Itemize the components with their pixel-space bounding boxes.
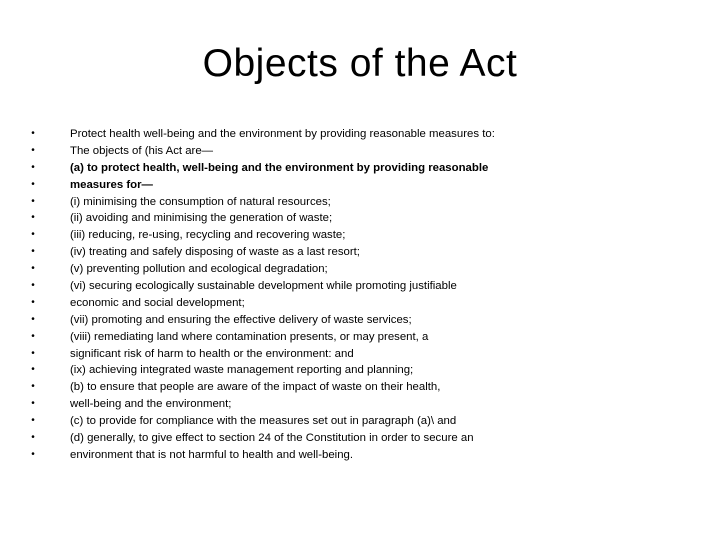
bullet-dot-icon: •: [31, 195, 35, 207]
bullet-text: (v) preventing pollution and ecological degradation;: [70, 263, 328, 276]
bullet-line: [26, 278, 706, 295]
bullet-text: measures for—: [70, 178, 153, 191]
bullet-dot-icon: •: [31, 280, 35, 292]
bullet-text: The objects of (his Act are—: [70, 144, 214, 157]
bullet-line: [26, 295, 706, 312]
bullet-line: [26, 126, 706, 143]
bullet-dot-icon: •: [31, 178, 35, 190]
bullet-list: [26, 126, 706, 464]
bullet-dot-icon: •: [31, 212, 35, 224]
bullet-text: (vii) promoting and ensuring the effective delivery of waste services;: [70, 313, 412, 326]
bullet-line: [26, 346, 706, 363]
bullet-line: [26, 194, 706, 211]
bullet-line: [26, 430, 706, 447]
bullet-dot-icon: •: [31, 263, 35, 275]
bullet-dot-icon: •: [31, 128, 35, 139]
bullet-text: (ii) avoiding and minimising the generation of waste;: [70, 212, 333, 225]
slide-title: Objects of the Act: [202, 42, 518, 85]
bullet-dot-icon: •: [31, 229, 35, 241]
bullet-dot-icon: •: [31, 246, 35, 258]
bullet-dot-icon: •: [31, 144, 35, 156]
bullet-line: [26, 447, 706, 464]
bullet-line: [26, 379, 706, 396]
bullet-text: (a) to protect health, well-being and the environment by providing reasonable: [70, 161, 489, 174]
bullet-dot-icon: •: [31, 330, 35, 342]
bullet-dot-icon: •: [31, 364, 35, 376]
bullet-text: (viii) remediating land where contamination presents, or may present, a: [70, 330, 429, 343]
bullet-line: [26, 312, 706, 329]
bullet-text: well-being and the environment;: [70, 398, 232, 411]
bullet-line: [26, 261, 706, 278]
bullet-line: [26, 210, 706, 227]
bullet-line: [26, 413, 706, 430]
bullet-text: (c) to provide for compliance with the measures set out in paragraph (a)\ and: [70, 415, 457, 428]
bullet-text: significant risk of harm to health or the environment: and: [70, 347, 354, 360]
bullet-text: (b) to ensure that people are aware of the impact of waste on their health,: [70, 381, 441, 394]
bullet-text: environment that is not harmful to health and well-being.: [70, 448, 354, 461]
bullet-line: [26, 396, 706, 413]
bullet-text: (ix) achieving integrated waste management reporting and planning;: [70, 364, 414, 377]
bullet-dot-icon: •: [31, 432, 35, 444]
bullet-dot-icon: •: [31, 448, 35, 460]
bullet-dot-icon: •: [31, 313, 35, 325]
bullet-line: [26, 160, 706, 177]
bullet-text: (vi) securing ecologically sustainable development while promoting justifiable: [70, 280, 457, 293]
bullet-text: economic and social development;: [70, 296, 245, 309]
bullet-dot-icon: •: [31, 381, 35, 393]
bullet-dot-icon: •: [31, 347, 35, 359]
bullet-text: (i) minimising the consumption of natural resources;: [70, 195, 331, 208]
bullet-line: [26, 177, 706, 194]
bullet-line: [26, 244, 706, 261]
bullet-dot-icon: •: [31, 415, 35, 427]
bullet-text: (iii) reducing, re-using, recycling and recovering waste;: [70, 229, 346, 242]
bullet-dot-icon: •: [31, 296, 35, 308]
bullet-text: (d) generally, to give effect to section 24 of the Constitution in order to secure an: [70, 432, 474, 445]
bullet-line: [26, 227, 706, 244]
bullet-text: (iv) treating and safely disposing of waste as a last resort;: [70, 246, 360, 259]
bullet-dot-icon: •: [31, 398, 35, 410]
bullet-line: [26, 143, 706, 160]
bullet-dot-icon: •: [31, 161, 35, 173]
bullet-line: [26, 362, 706, 379]
bullet-line: [26, 329, 706, 346]
bullet-text: Protect health well-being and the environment by providing reasonable measures to:: [70, 128, 495, 140]
